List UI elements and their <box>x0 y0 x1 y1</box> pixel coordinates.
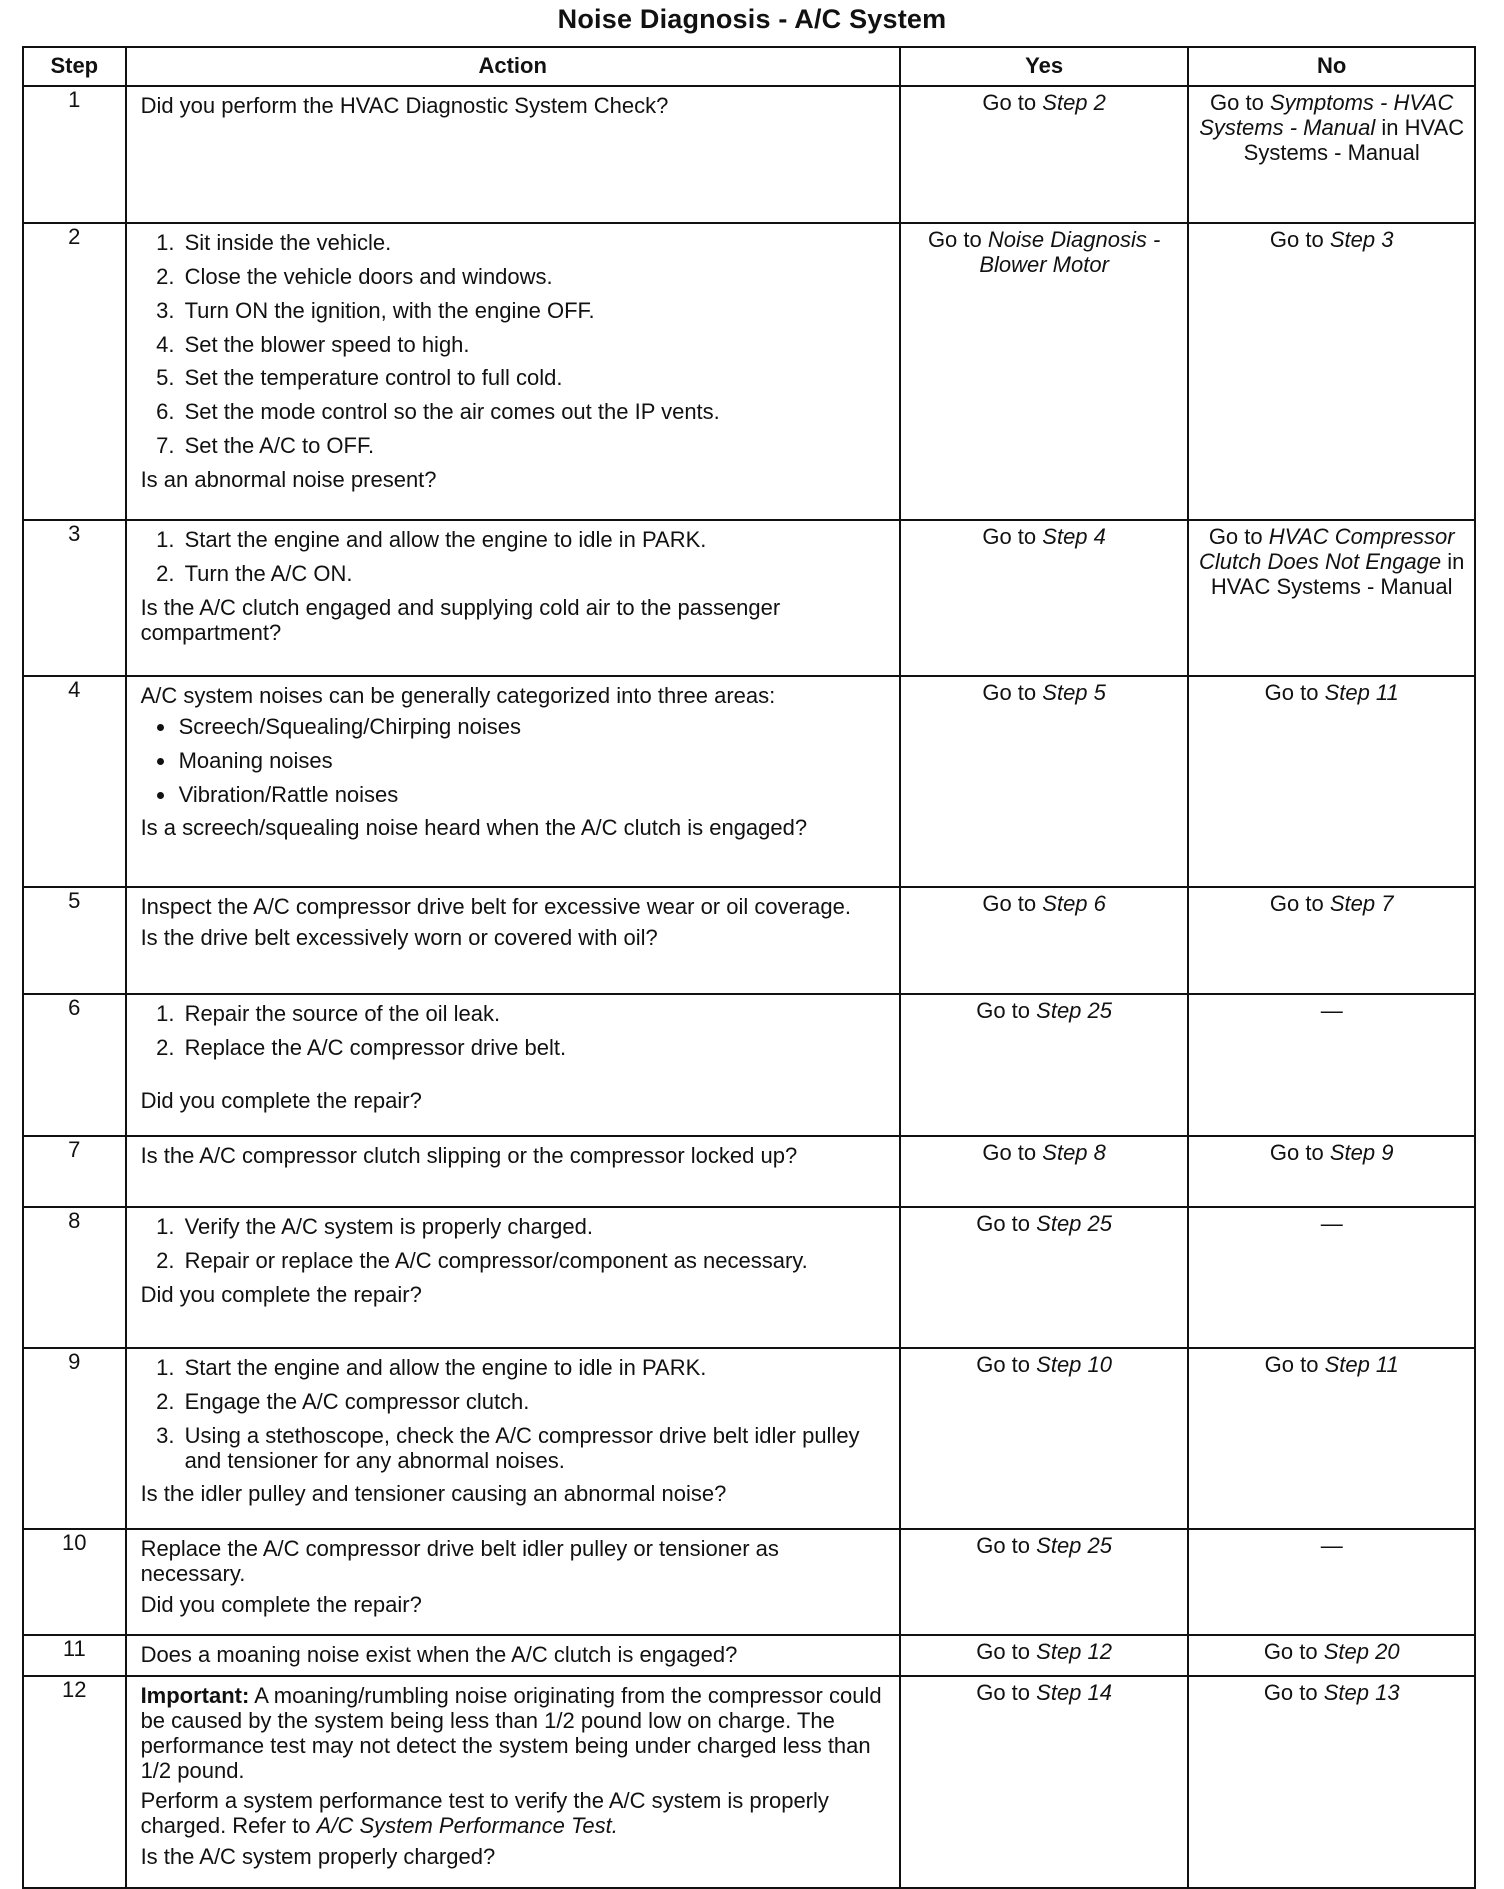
no-step-ref[interactable]: Step 13 <box>1323 1680 1400 1705</box>
step-number: 8 <box>23 1207 126 1348</box>
yes-step-ref[interactable]: Step 2 <box>1042 90 1106 115</box>
goto-text: Go to <box>976 1639 1031 1664</box>
no-cell <box>1188 223 1475 520</box>
yes-step-ref[interactable]: Step 25 <box>1036 1211 1112 1236</box>
step-number: 11 <box>23 1635 126 1676</box>
goto-text: Go to <box>1208 524 1263 549</box>
procedure-list <box>141 1356 889 1473</box>
no-step-ref[interactable]: Step 11 <box>1324 1352 1399 1377</box>
not-applicable-dash: — <box>1320 1533 1343 1558</box>
yes-cell <box>900 1529 1189 1635</box>
procedure-item: 2. Turn the A/C ON. <box>181 562 889 587</box>
yes-step-ref[interactable]: Step 8 <box>1042 1140 1106 1165</box>
step-number: 5 <box>23 887 126 994</box>
action-question: Is the drive belt excessively worn or covered with oil? <box>140 924 658 950</box>
yes-cell <box>900 887 1189 994</box>
action-question: Did you perform the HVAC Diagnostic System Check? <box>140 93 669 118</box>
action-cell <box>126 1136 900 1207</box>
no-doc-ref[interactable]: Symptoms - HVAC Systems - Manual <box>1199 90 1454 140</box>
action-cell <box>126 1348 900 1529</box>
goto-text: Go to <box>1269 891 1324 916</box>
yes-cell <box>900 1676 1189 1888</box>
no-step-ref[interactable]: Step 9 <box>1329 1140 1394 1165</box>
procedure-list <box>141 528 889 587</box>
action-intro: Replace the A/C compressor drive belt idler pulley or tensioner as necessary. <box>140 1536 779 1586</box>
procedure-item: 1. Verify the A/C system is properly charged. <box>181 1215 889 1240</box>
goto-text: Go to <box>1264 680 1319 705</box>
goto-text: Go to <box>1269 227 1324 252</box>
table-row <box>23 1635 1475 1676</box>
goto-text: Go to <box>982 1140 1037 1165</box>
table-row <box>23 1676 1475 1888</box>
goto-text: Go to <box>982 524 1037 549</box>
noise-category-item: • Vibration/Rattle noises <box>177 783 889 808</box>
goto-text: Go to <box>982 891 1037 916</box>
procedure-item: 3. Turn ON the ignition, with the engine OFF. <box>181 299 889 324</box>
yes-cell <box>900 1136 1189 1207</box>
no-cell <box>1188 1348 1475 1529</box>
table-row <box>23 887 1475 994</box>
no-doc-ref[interactable]: HVAC Compressor Clutch Does Not Engage <box>1199 524 1455 574</box>
table-row <box>23 994 1475 1136</box>
noise-category-item: • Screech/Squealing/Chirping noises <box>177 715 889 740</box>
table-header-row <box>23 47 1475 86</box>
goto-text: Go to <box>982 90 1037 115</box>
diagnosis-table <box>22 46 1476 1889</box>
table-row <box>23 1348 1475 1529</box>
step-number: 10 <box>23 1529 126 1635</box>
yes-step-ref[interactable]: Step 25 <box>1036 998 1112 1023</box>
procedure-item: 1. Start the engine and allow the engine to idle in PARK. <box>181 1356 889 1381</box>
important-text: A moaning/rumbling noise originating from the compressor could be caused by the system being less than 1/2 pound low on charge. The performance test may not detect the system being under charged less than 1/2 pound. <box>140 1683 882 1783</box>
no-cell <box>1188 1207 1475 1348</box>
goto-text: Go to <box>976 1352 1031 1377</box>
no-cell <box>1188 994 1475 1136</box>
goto-text: Go to <box>1263 1639 1318 1664</box>
step-number: 1 <box>23 86 126 223</box>
action-cell <box>126 86 900 223</box>
goto-text: Go to <box>976 1680 1031 1705</box>
goto-text: Go to <box>1264 1352 1319 1377</box>
action-question: Did you complete the repair? <box>140 1591 422 1617</box>
action-cell <box>126 1207 900 1348</box>
procedure-list <box>141 1002 889 1061</box>
procedure-item: 2. Close the vehicle doors and windows. <box>181 265 889 290</box>
important-label: Important: <box>140 1683 250 1708</box>
action-question: Is the A/C compressor clutch slipping or the compressor locked up? <box>140 1143 798 1168</box>
table-row <box>23 1207 1475 1348</box>
no-suffix: in HVAC Systems - Manual <box>1210 548 1465 599</box>
no-step-ref[interactable]: Step 7 <box>1329 891 1394 916</box>
perform-text: Perform a system performance test to verify the A/C system is properly charged. Refer to <box>140 1788 829 1839</box>
action-cell <box>126 520 900 676</box>
no-step-ref[interactable]: Step 3 <box>1329 227 1394 252</box>
procedure-item: 4. Set the blower speed to high. <box>181 333 889 358</box>
step-number: 7 <box>23 1136 126 1207</box>
procedure-item: 3. Using a stethoscope, check the A/C compressor drive belt idler pulley and tensioner for any abnormal noises. <box>181 1424 889 1474</box>
yes-cell <box>900 676 1189 887</box>
action-cell <box>126 1676 900 1888</box>
procedure-item: 2. Replace the A/C compressor drive belt. <box>181 1036 889 1061</box>
table-row <box>23 1529 1475 1635</box>
no-cell <box>1188 676 1475 887</box>
procedure-item: 5. Set the temperature control to full cold. <box>181 366 889 391</box>
no-cell <box>1188 520 1475 676</box>
yes-step-ref[interactable]: Step 4 <box>1042 524 1106 549</box>
step-number: 4 <box>23 676 126 887</box>
action-question: Did you complete the repair? <box>140 1281 422 1307</box>
no-cell <box>1188 1529 1475 1635</box>
yes-step-ref[interactable]: Step 25 <box>1036 1533 1112 1558</box>
goto-text: Go to <box>976 1211 1031 1236</box>
yes-step-ref[interactable]: Step 14 <box>1036 1680 1112 1705</box>
no-step-ref[interactable]: Step 11 <box>1324 680 1399 705</box>
action-question: Did you complete the repair? <box>140 1087 422 1113</box>
action-cell <box>126 223 900 520</box>
action-cell <box>126 1529 900 1635</box>
procedure-item: 2. Repair or replace the A/C compressor/component as necessary. <box>181 1249 889 1274</box>
not-applicable-dash: — <box>1320 998 1343 1023</box>
step-number: 3 <box>23 520 126 676</box>
no-cell <box>1188 1136 1475 1207</box>
step-number: 12 <box>23 1676 126 1888</box>
action-cell <box>126 1635 900 1676</box>
yes-cell <box>900 223 1189 520</box>
yes-cell <box>900 1348 1189 1529</box>
header-no: No <box>1188 47 1475 86</box>
table-row <box>23 223 1475 520</box>
table-row <box>23 1136 1475 1207</box>
step-number: 6 <box>23 994 126 1136</box>
noise-category-list <box>141 715 889 808</box>
yes-step-ref[interactable]: Step 6 <box>1042 891 1106 916</box>
no-cell <box>1188 1635 1475 1676</box>
yes-cell <box>900 1635 1189 1676</box>
action-question: Is the A/C system properly charged? <box>140 1844 496 1870</box>
yes-step-ref[interactable]: Step 12 <box>1036 1639 1112 1664</box>
no-cell <box>1188 1676 1475 1888</box>
procedure-item: 1. Sit inside the vehicle. <box>181 231 889 256</box>
action-intro: Inspect the A/C compressor drive belt for excessive wear or oil coverage. <box>140 894 851 919</box>
yes-cell <box>900 994 1189 1136</box>
goto-text: Go to <box>976 1533 1031 1558</box>
action-question: Does a moaning noise exist when the A/C clutch is engaged? <box>140 1642 738 1667</box>
procedure-item: 1. Repair the source of the oil leak. <box>181 1002 889 1027</box>
header-yes: Yes <box>900 47 1189 86</box>
yes-cell <box>900 86 1189 223</box>
goto-text: Go to <box>927 227 982 252</box>
header-step: Step <box>23 47 126 86</box>
noise-category-item: • Moaning noises <box>177 749 889 774</box>
page-title: Noise Diagnosis - A/C System <box>557 4 947 34</box>
yes-cell <box>900 520 1189 676</box>
action-intro: A/C system noises can be generally categorized into three areas: <box>140 683 776 708</box>
important-note <box>141 1684 889 1783</box>
step-number: 2 <box>23 223 126 520</box>
action-cell <box>126 676 900 887</box>
no-cell <box>1188 86 1475 223</box>
procedure-item: 2. Engage the A/C compressor clutch. <box>181 1390 889 1415</box>
action-question: Is the idler pulley and tensioner causing an abnormal noise? <box>140 1481 727 1507</box>
yes-doc-ref[interactable]: Noise Diagnosis - Blower Motor <box>979 227 1161 277</box>
procedure-item: 6. Set the mode control so the air comes out the IP vents. <box>181 400 889 425</box>
goto-text: Go to <box>1210 90 1264 115</box>
no-cell <box>1188 887 1475 994</box>
goto-text: Go to <box>1269 1140 1324 1165</box>
yes-step-ref[interactable]: Step 10 <box>1036 1352 1112 1377</box>
action-question: Is an abnormal noise present? <box>140 467 437 493</box>
no-suffix: in HVAC Systems - Manual <box>1243 114 1465 165</box>
table-row <box>23 86 1475 223</box>
not-applicable-dash: — <box>1320 1211 1343 1236</box>
table-row <box>23 676 1475 887</box>
procedure-item: 1. Start the engine and allow the engine to idle in PARK. <box>181 528 889 553</box>
action-cell <box>126 887 900 994</box>
procedure-list <box>141 1215 889 1274</box>
no-step-ref[interactable]: Step 20 <box>1323 1639 1400 1664</box>
goto-text: Go to <box>1263 1680 1318 1705</box>
header-action: Action <box>126 47 900 86</box>
table-row <box>23 520 1475 676</box>
action-question: Is a screech/squealing noise heard when the A/C clutch is engaged? <box>140 815 808 841</box>
action-cell <box>126 994 900 1136</box>
procedure-list <box>141 231 889 459</box>
goto-text: Go to <box>976 998 1031 1023</box>
performance-test-ref[interactable]: A/C System Performance Test. <box>316 1813 618 1839</box>
step-number: 9 <box>23 1348 126 1529</box>
yes-step-ref[interactable]: Step 5 <box>1042 680 1106 705</box>
goto-text: Go to <box>982 680 1037 705</box>
action-question: Is the A/C clutch engaged and supplying cold air to the passenger compartment? <box>140 594 781 645</box>
procedure-item: 7. Set the A/C to OFF. <box>181 434 889 459</box>
yes-cell <box>900 1207 1189 1348</box>
perform-instruction <box>141 1789 889 1839</box>
